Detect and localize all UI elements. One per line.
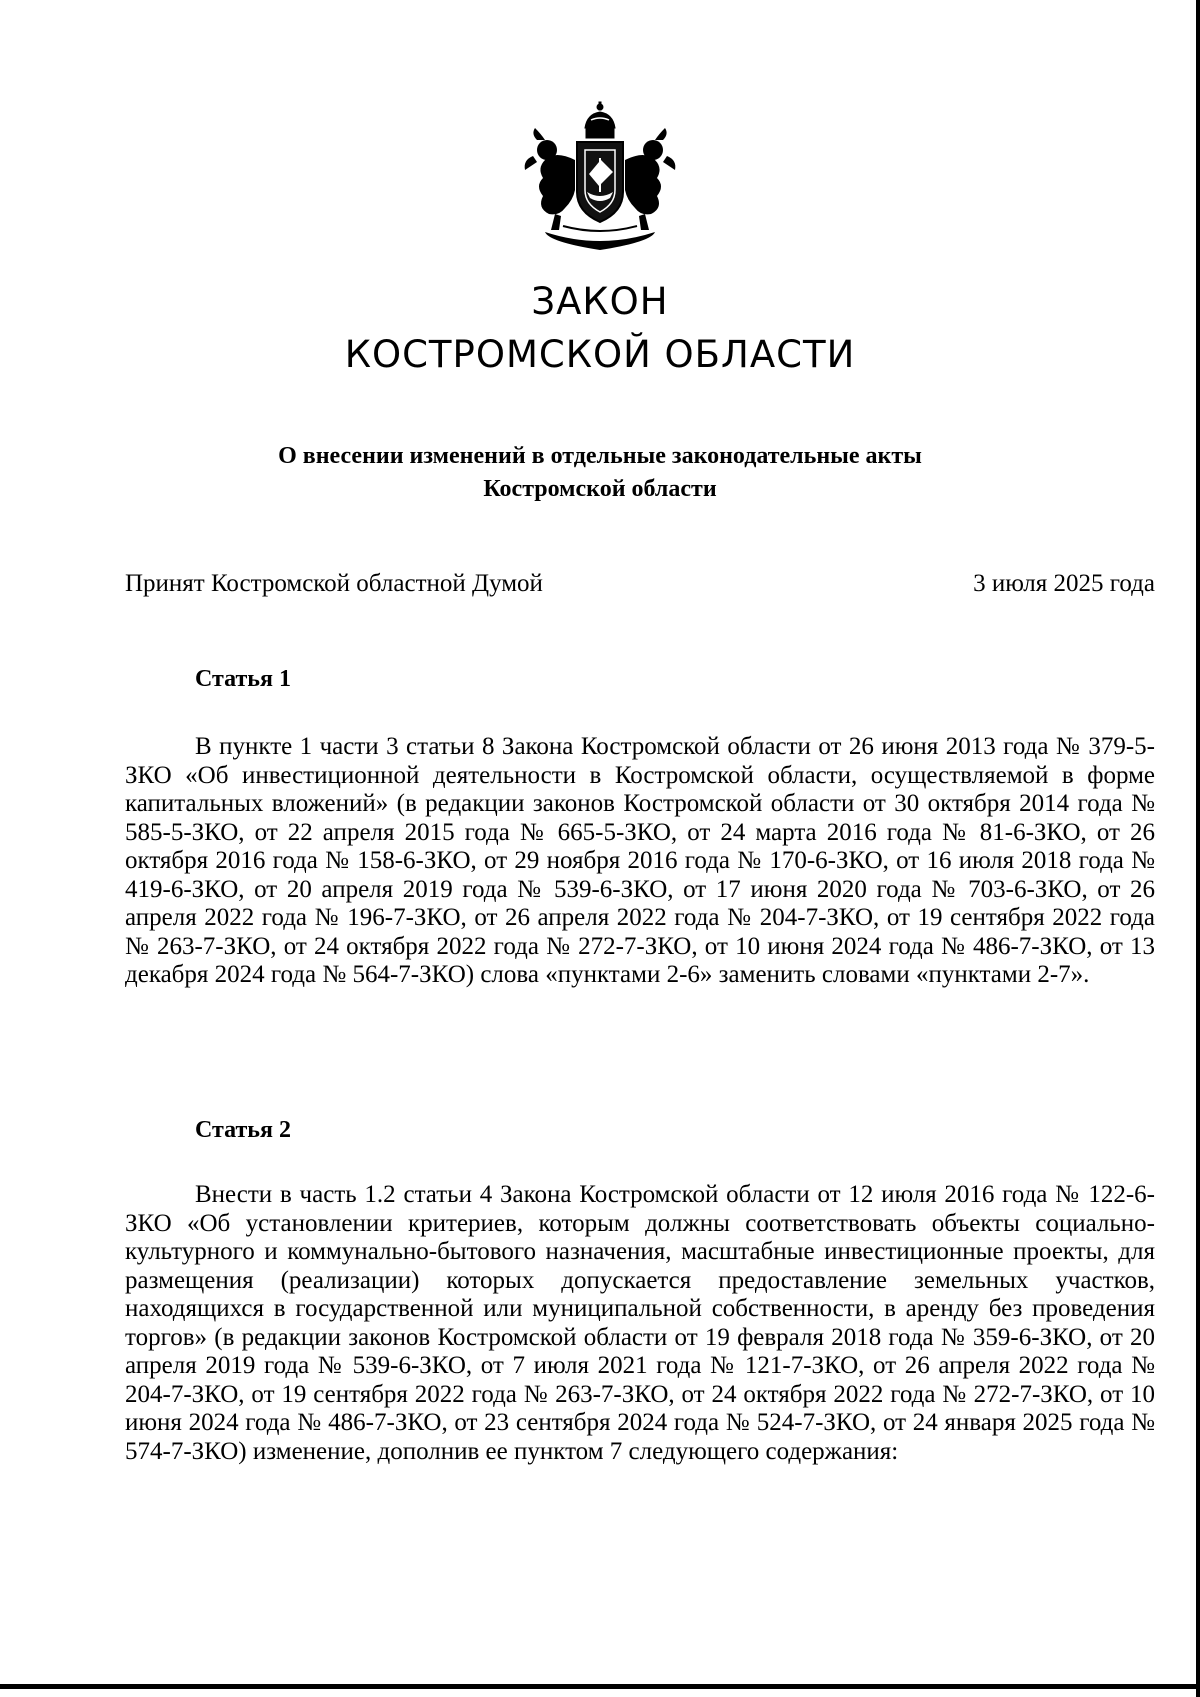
shield-icon: [577, 142, 623, 222]
adopted-by: Принят Костромской областной Думой: [125, 570, 543, 597]
emblem-graphic: [515, 100, 685, 260]
scan-edge-bottom: [0, 1684, 1200, 1689]
law-title: ЗАКОН: [531, 280, 669, 323]
right-supporter-icon: [625, 128, 675, 230]
article-1-text: В пункте 1 части 3 статьи 8 Закона Костромской области от 26 июня 2013 года № 379-5-ЗКО «Об инвестиционной деятельности в Костромской области, осуществляемой в форме капитальных вложений» (в редакции законов Костромской области от 30 октября 2014 года № 585-5-ЗКО, от 22 апреля 2015 года № 665-5-ЗКО, от 24 марта 2016 года № 81-6-ЗКО, от 26 октября 2016 года № 158-6-ЗКО, от 29 ноября 2016 года № 170-6-ЗКО, от 16 июля 2018 года № 419-6-ЗКО, от 20 апреля 2019 года № 539-6-ЗКО, от 17 июня 2020 года № 703-6-ЗКО, от 26 апреля 2022 года № 196-7-ЗКО, от 26 апреля 2022 года № 204-7-ЗКО, от 19 сентября 2022 года № 263-7-ЗКО, от 24 октября 2022 года № 272-7-ЗКО, от 10 июня 2024 года № 486-7-ЗКО, от 13 декабря 2024 года № 564-7-ЗКО) слова «пунктами 2-6» заменить словами «пунктами 2-7».: [125, 733, 1155, 988]
article-1-heading: Статья 1: [195, 666, 291, 692]
scan-edge-right: [1196, 0, 1200, 1697]
subject-line-1: О внесении изменений в отдельные законодательные акты: [278, 443, 922, 469]
article-2-heading: Статья 2: [195, 1117, 291, 1143]
region-title: КОСТРОМСКОЙ ОБЛАСТИ: [344, 333, 856, 376]
left-supporter-icon: [525, 128, 575, 230]
subject-line-2: Костромской области: [483, 476, 717, 502]
law-subject: [0, 440, 1200, 506]
crown-icon: [585, 102, 615, 138]
coat-of-arms-icon: [515, 100, 685, 260]
adopted-date: 3 июля 2025 года: [973, 570, 1155, 597]
article-2-text: Внести в часть 1.2 статьи 4 Закона Костромской области от 12 июля 2016 года № 122-6-ЗКО «Об установлении критериев, которым должны соответствовать объекты социально-культурного и коммунально-бытового назначения, масштабные инвестиционные проекты, для размещения (реализации) которых допускается предоставление земельных участков, находящихся в государственной или муниципальной собственности, в аренду без проведения торгов» (в редакции законов Костромской области от 19 февраля 2018 года № 359-6-ЗКО, от 20 апреля 2019 года № 539-6-ЗКО, от 7 июля 2021 года № 121-7-ЗКО, от 26 апреля 2022 года № 204-7-ЗКО, от 19 сентября 2022 года № 263-7-ЗКО, от 24 октября 2022 года № 272-7-ЗКО, от 10 июня 2024 года № 486-7-ЗКО, от 23 сентября 2024 года № 524-7-ЗКО, от 24 января 2025 года № 574-7-ЗКО) изменение, дополнив ее пунктом 7 следующего содержания:: [125, 1181, 1155, 1465]
base-ornament-icon: [545, 226, 655, 250]
